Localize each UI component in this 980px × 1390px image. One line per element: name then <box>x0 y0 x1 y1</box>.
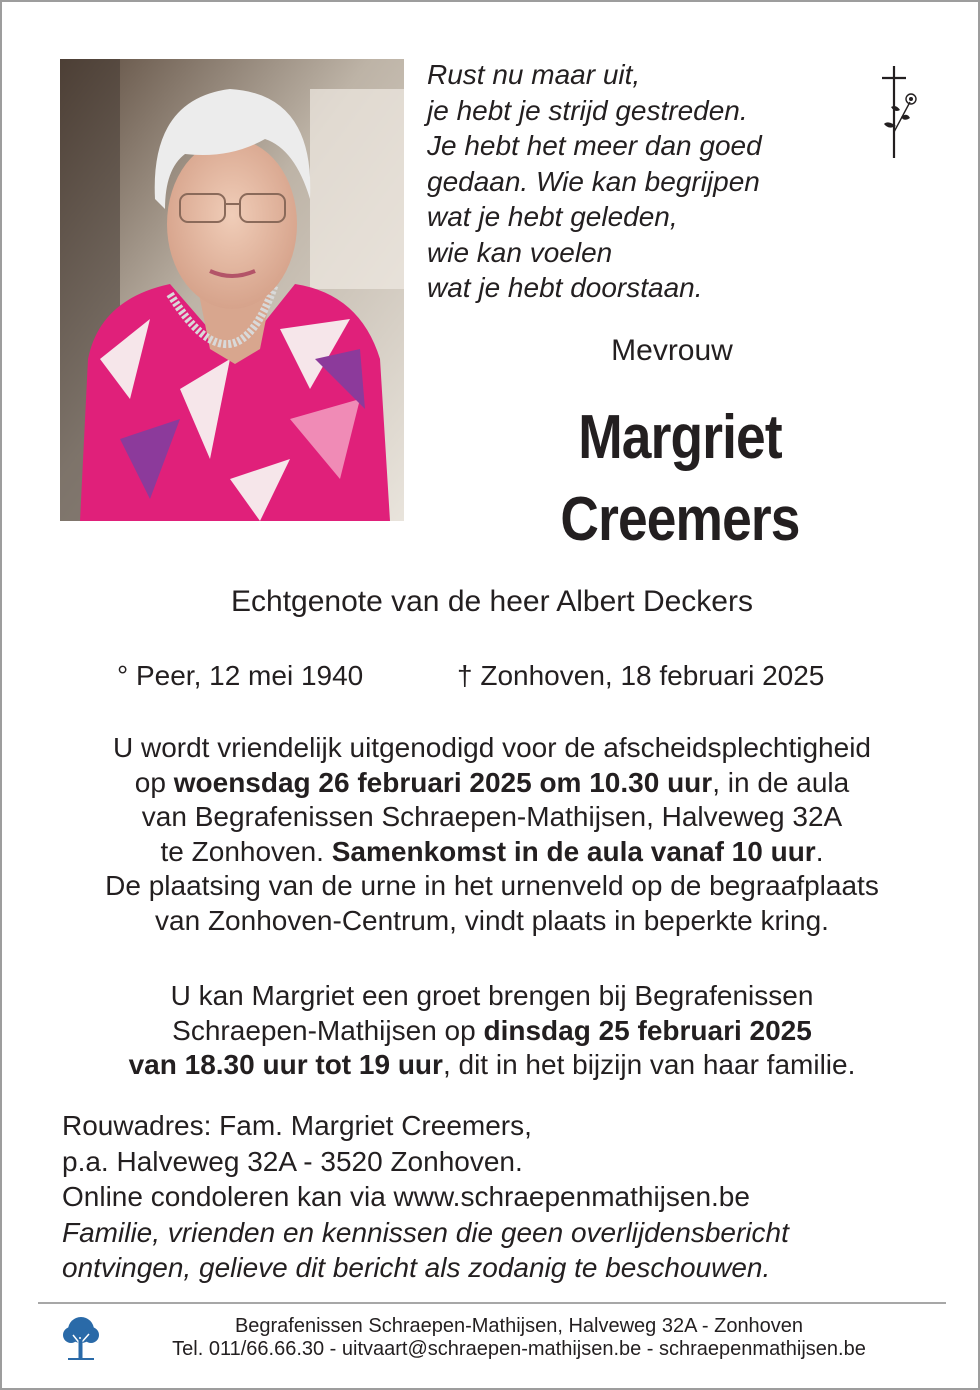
poem-line: gedaan. Wie kan begrijpen <box>427 165 760 197</box>
death-info: † Zonhoven, 18 februari 2025 <box>457 660 825 691</box>
poem-line: Je hebt het meer dan goed <box>427 130 762 161</box>
address-line: p.a. Halveweg 32A - 3520 Zonhoven. <box>62 1145 523 1177</box>
honorific: Mevrouw <box>611 334 733 367</box>
text-segment: te Zonhoven. <box>160 835 332 867</box>
visit-line: U kan Margriet een groet brengen bij Begrafenissen <box>170 980 814 1011</box>
tree-logo-icon <box>60 1315 102 1361</box>
text-segment: , dit in het bijzijn van haar familie. <box>442 1049 856 1080</box>
poem-line: wie kan voelen <box>427 236 613 268</box>
ceremony-paragraph <box>2 731 980 938</box>
visit-paragraph <box>2 979 980 1083</box>
gathering-time: Samenkomst in de aula vanaf 10 uur <box>331 835 816 867</box>
spouse-line: Echtgenote van de heer Albert Deckers <box>231 585 753 618</box>
notice-line: Familie, vrienden en kennissen die geen overlijdensbericht <box>62 1216 789 1248</box>
last-name: Creemers <box>560 485 800 554</box>
cross-with-rose-icon <box>874 62 924 162</box>
ceremony-date: woensdag 26 februari 2025 om 10.30 uur <box>173 766 713 798</box>
ceremony-line: van Begrafenissen Schraepen-Mathijsen, Halveweg 32A <box>141 801 843 832</box>
footer-line: Begrafenissen Schraepen-Mathijsen, Halveweg 32A - Zonhoven <box>234 1315 804 1337</box>
notice-line: ontvingen, gelieve dit bericht als zodanig te beschouwen. <box>62 1252 771 1283</box>
ceremony-line <box>2 835 980 870</box>
birth-info: ° Peer, 12 mei 1940 <box>117 660 364 691</box>
visit-line <box>2 1014 980 1049</box>
visit-line <box>2 1048 980 1083</box>
address-block <box>62 1108 942 1286</box>
visit-date: dinsdag 25 februari 2025 <box>483 1014 812 1046</box>
footer <box>109 1315 929 1361</box>
address-line: Rouwadres: Fam. Margriet Creemers, <box>62 1110 532 1141</box>
visit-time: van 18.30 uur tot 19 uur <box>128 1049 443 1080</box>
poem-line: je hebt je strijd gestreden. <box>427 94 748 126</box>
ceremony-line: van Zonhoven-Centrum, vindt plaats in beperkte kring. <box>155 904 829 936</box>
condolence-line: Online condoleren kan via www.schraepenmathijsen.be <box>62 1181 750 1212</box>
poem-line: wat je hebt doorstaan. <box>427 272 703 303</box>
first-name: Margriet <box>578 403 782 472</box>
ceremony-line: De plaatsing van de urne in het urnenveld op de begraafplaats <box>105 870 879 901</box>
poem-line: Rust nu maar uit, <box>427 59 641 90</box>
footer-divider <box>38 1302 946 1304</box>
text-segment: , in de aula <box>712 766 850 798</box>
text-segment: op <box>134 766 174 798</box>
text-segment: . <box>815 835 824 867</box>
text-segment: Schraepen-Mathijsen op <box>172 1014 484 1046</box>
ceremony-line: U wordt vriendelijk uitgenodigd voor de afscheidsplechtigheid <box>112 732 871 763</box>
poem-line: wat je hebt geleden, <box>427 201 678 232</box>
footer-contact-line: Tel. 011/66.66.30 - uitvaart@schraepen-mathijsen.be - schraepenmathijsen.be <box>172 1338 866 1360</box>
poem <box>427 57 847 306</box>
portrait-photo <box>60 59 404 521</box>
ceremony-line <box>2 766 980 801</box>
